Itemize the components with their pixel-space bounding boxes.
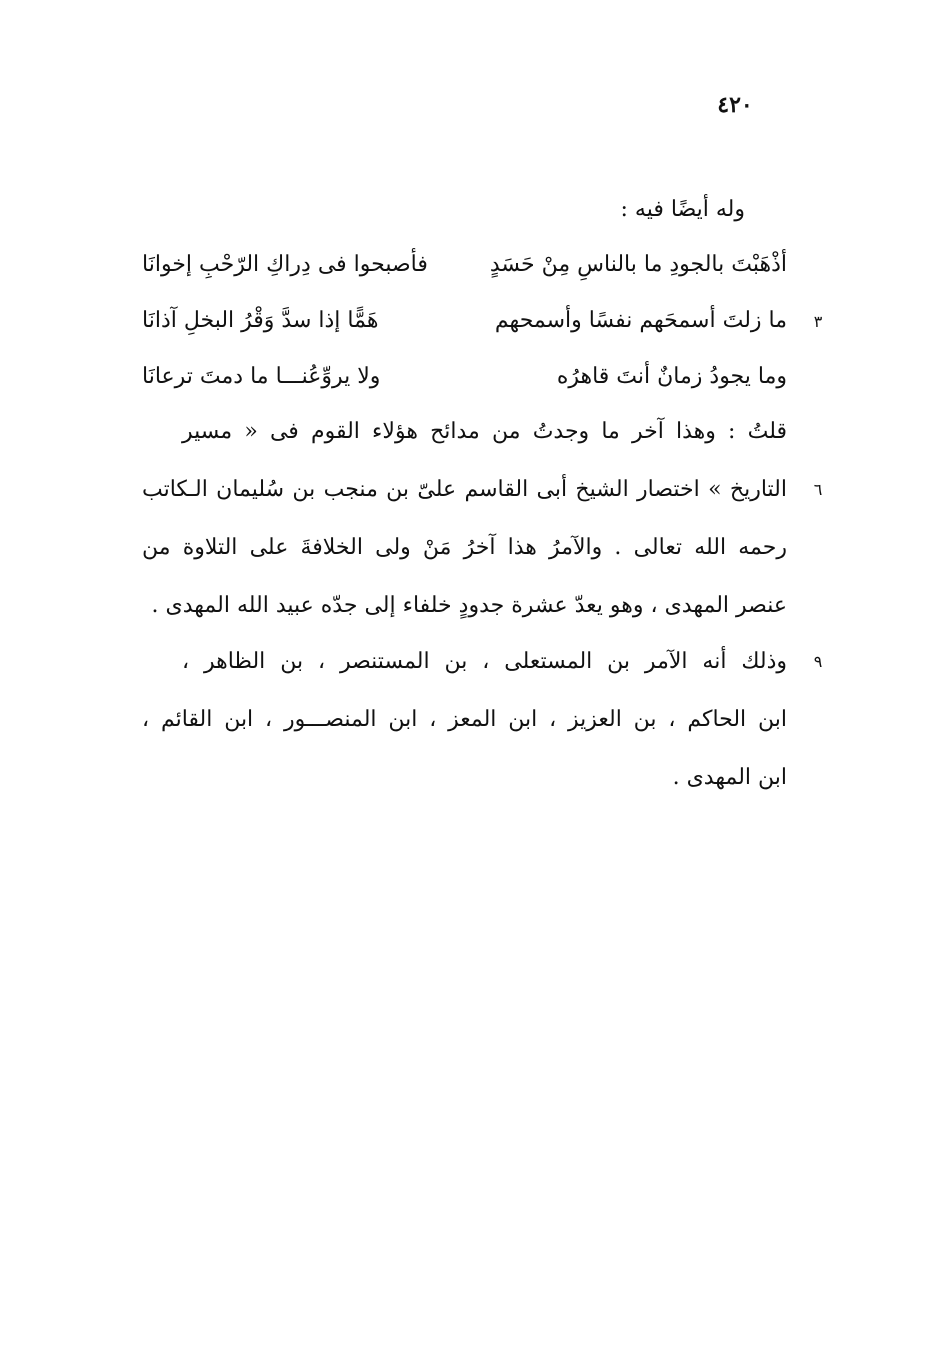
paragraph-2-line-1: وذلك أنه الآمر بن المستعلى ، بن المستنصر ، بن الظاهر ، bbox=[182, 649, 787, 674]
paragraph-1-line-3: رحمه الله تعالى . والآمرُ هذا آخرُ مَنْ ولى الخلافةَ على التلاوة من bbox=[142, 535, 787, 560]
verse-1-second-hemistich: فأصبحوا فى دِراكِ الرّحْبِ إخوانَا bbox=[142, 252, 428, 277]
verse-3-second-hemistich: ولا يروِّعُنـــا ما دمتَ ترعانَا bbox=[142, 364, 381, 389]
line-marker-9: ٩ bbox=[813, 652, 823, 671]
line-marker-3: ٣ bbox=[813, 312, 823, 331]
paragraph-1-line-2: التاريخ » اختصار الشيخ أبى القاسم علىّ بن منجب بن سُليمان الـكاتب bbox=[142, 477, 787, 502]
verse-line-3 bbox=[142, 362, 787, 392]
intro-line: وله أيضًا فيه : bbox=[620, 197, 745, 222]
paragraph-1-line-1: قلتُ : وهذا آخر ما وجدتُ من مدائح هؤلاء القوم فى « مسير bbox=[182, 419, 787, 444]
verse-1-first-hemistich: أذْهَبْتَ بالجودِ ما بالناسِ مِنْ حَسَدٍ bbox=[489, 252, 787, 277]
verse-2-second-hemistich: هَمًّا إذا سدَّ وَقْرُ البخلِ آذانَا bbox=[142, 308, 379, 333]
verse-line-1 bbox=[142, 250, 787, 280]
paragraph-2-line-3: ابن المهدى . bbox=[672, 765, 787, 790]
line-marker-6: ٦ bbox=[813, 480, 823, 499]
verse-3-first-hemistich: وما يجودُ زمانٌ أنتَ قاهرُه bbox=[556, 364, 787, 389]
paragraph-2-line-2: ابن الحاكم ، بن العزيز ، ابن المعز ، ابن المنصـــور ، ابن القائم ، bbox=[142, 707, 787, 732]
verse-2-first-hemistich: ما زلتَ أسمحَهم نفسًا وأسمحهم bbox=[494, 308, 787, 333]
verse-line-2 bbox=[142, 306, 787, 336]
page-number: ٤٢٠ bbox=[717, 92, 753, 118]
paragraph-1-line-4: عنصر المهدى ، وهو يعدّ عشرة جدودٍ خلفاء إلى جدّه عبيد الله المهدى . bbox=[151, 593, 787, 618]
